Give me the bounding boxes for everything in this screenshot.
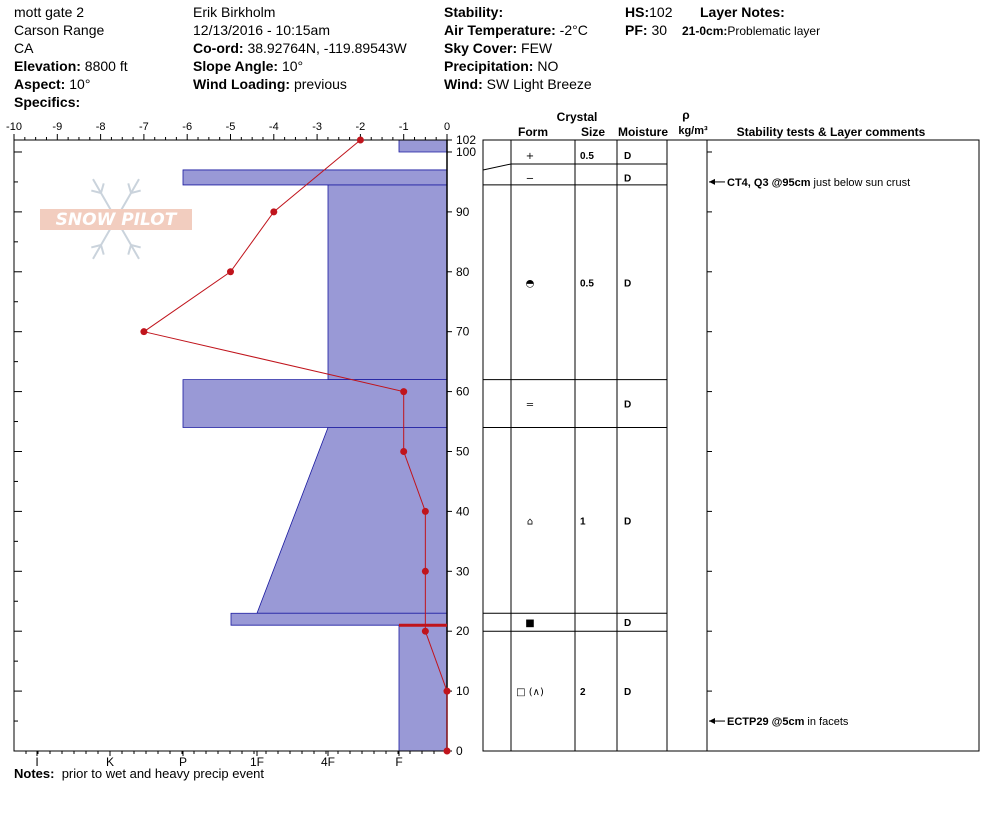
- density-symbol: ρ: [682, 108, 690, 122]
- snowflake-branch: [128, 245, 131, 255]
- notes: [14, 766, 264, 781]
- depth-tick-label: 50: [456, 444, 470, 459]
- hardness-layer: [399, 625, 447, 751]
- temp-tick-label: -6: [182, 121, 193, 133]
- hardness-tick-label: P: [178, 755, 188, 769]
- stability-test-comment: in facets: [804, 716, 849, 729]
- temp-tick-label: -10: [6, 121, 22, 133]
- temp-tick-label: -4: [268, 121, 279, 133]
- watermark-text: SNOW PILOT: [55, 210, 177, 230]
- temp-tick-label: -8: [95, 121, 106, 133]
- notes-label: Notes:: [14, 766, 55, 781]
- hs-value: 102: [649, 4, 673, 20]
- temperature-point: [422, 508, 429, 515]
- aspect-label: Aspect:: [14, 76, 66, 92]
- layer-table-frame: [483, 140, 979, 751]
- layer-size: 2: [580, 687, 586, 699]
- density-unit: kg/m³: [678, 125, 708, 137]
- form-header: Form: [518, 125, 548, 139]
- temperature-point: [422, 568, 429, 575]
- stability-arrow-head: [709, 179, 715, 185]
- stability-test-label: [727, 177, 910, 189]
- stability-test-label: [727, 716, 849, 728]
- depth-tick-label: 30: [456, 564, 470, 579]
- hardness-layer: [183, 380, 447, 428]
- layer-moisture: D: [624, 687, 632, 699]
- temp-tick-label: -1: [398, 121, 409, 133]
- snowflake-branch: [128, 183, 131, 193]
- depth-tick-label: 80: [456, 264, 470, 279]
- temperature-point: [140, 328, 147, 335]
- pf-label: PF:: [625, 22, 648, 38]
- layer-size: 0.5: [580, 278, 594, 290]
- crystal-header: Crystal: [556, 110, 598, 124]
- hardness-tick-label: K: [105, 755, 115, 769]
- site-name: mott gate 2: [14, 4, 85, 20]
- hardness-layer: [257, 428, 447, 614]
- layer-size: 0.5: [580, 150, 594, 162]
- air-temp-label: Air Temperature:: [444, 22, 556, 38]
- layer-moisture: D: [624, 150, 632, 162]
- depth-tick-label: 0: [456, 744, 463, 758]
- layer-form: +: [525, 150, 535, 162]
- hardness-layer: [328, 185, 447, 380]
- temperature-point: [357, 137, 364, 144]
- precip-value: NO: [537, 58, 559, 74]
- depth-tick-label: 40: [456, 504, 470, 519]
- depth-tick-label: 10: [456, 684, 470, 699]
- observer: Erik Birkholm: [193, 4, 276, 20]
- depth-tick-label: 60: [456, 384, 470, 399]
- depth-top-label: 102: [456, 133, 477, 147]
- depth-tick-label: 20: [456, 624, 470, 639]
- layer-moisture: D: [624, 399, 632, 411]
- layer-size: 1: [580, 516, 586, 528]
- sky-value: FEW: [521, 40, 553, 56]
- layer-form: −: [525, 173, 535, 185]
- snowflake-branch: [101, 183, 104, 193]
- temp-tick-label: -2: [355, 121, 366, 133]
- state: CA: [14, 40, 34, 56]
- temp-tick-label: -7: [139, 121, 149, 133]
- hardness-layer: [231, 613, 447, 625]
- slope-label: Slope Angle:: [193, 58, 279, 74]
- depth-tick-label: 90: [456, 204, 470, 219]
- wind-label: Wind:: [444, 76, 483, 92]
- snowflake-branch: [101, 245, 104, 255]
- elevation-label: Elevation:: [14, 58, 81, 74]
- layer-form: =: [525, 399, 535, 411]
- depth-tick-label: 100: [456, 144, 477, 159]
- temperature-point: [444, 748, 451, 755]
- precip-label: Precipitation:: [444, 58, 534, 74]
- layer-moisture: D: [624, 516, 632, 528]
- temp-tick-label: -3: [312, 121, 322, 133]
- pf-value: 30: [651, 22, 668, 38]
- wind-loading-label: Wind Loading:: [193, 76, 291, 92]
- layer-note-depth: 21-0cm:: [682, 24, 728, 38]
- observation-datetime: 12/13/2016 - 10:15am: [193, 22, 330, 38]
- slope-value: 10°: [281, 58, 304, 74]
- temp-tick-label: -5: [225, 121, 236, 133]
- temperature-point: [227, 268, 234, 275]
- stability-label: Stability:: [444, 4, 504, 20]
- moisture-header: Moisture: [617, 125, 669, 139]
- layer-form: ■: [525, 618, 535, 630]
- temperature-point: [400, 448, 407, 455]
- stability-test-code: CT4, Q3 @95cm: [727, 176, 811, 189]
- watermark-logo: [40, 179, 192, 259]
- aspect-value: 10°: [69, 76, 91, 92]
- layer-form: ⌂: [526, 516, 534, 528]
- temp-tick-label: -9: [52, 121, 63, 133]
- specifics-label: Specifics:: [14, 94, 81, 110]
- depth-tick-label: 70: [456, 324, 470, 339]
- layer-note-text: Problematic layer: [727, 24, 821, 38]
- hardness-tick-label: F: [395, 755, 403, 769]
- coord-label: Co-ord:: [193, 40, 244, 56]
- hardness-tick-label: 1F: [249, 755, 265, 769]
- stability-arrow-head: [709, 718, 715, 724]
- notes-text: prior to wet and heavy precip event: [61, 766, 265, 781]
- coord-value: 38.92764N, -119.89543W: [247, 40, 407, 56]
- hardness-layer: [399, 140, 447, 152]
- mountain-range: Carson Range: [14, 22, 105, 38]
- size-header: Size: [580, 125, 606, 139]
- stability-test-comment: just below sun crust: [810, 176, 911, 189]
- wind-value: SW Light Breeze: [486, 76, 592, 92]
- temperature-point: [444, 688, 451, 695]
- hs-label: HS:: [625, 4, 650, 20]
- temperature-point: [422, 628, 429, 635]
- temp-tick-label: 0: [443, 121, 451, 133]
- sky-label: Sky Cover:: [444, 40, 518, 56]
- elevation-value: 8800 ft: [84, 58, 128, 74]
- wind-loading-value: previous: [293, 76, 347, 92]
- temperature-point: [270, 208, 277, 215]
- layer-moisture: D: [624, 278, 632, 290]
- layer-form: □ (∧): [516, 687, 544, 699]
- stability-test-code: ECTP29 @5cm: [727, 716, 805, 729]
- layer-moisture: D: [624, 618, 632, 630]
- hardness-tick-label: 4F: [320, 755, 336, 769]
- layer-moisture: D: [624, 173, 632, 185]
- air-temp-value: -2°C: [559, 22, 588, 38]
- comments-header: Stability tests & Layer comments: [736, 125, 926, 139]
- hardness-tick-label: I: [35, 755, 39, 769]
- layer-connector: [483, 164, 511, 170]
- layer-notes-title: Layer Notes:: [700, 4, 785, 20]
- layer-form: ◓: [525, 278, 535, 290]
- temperature-point: [400, 388, 407, 395]
